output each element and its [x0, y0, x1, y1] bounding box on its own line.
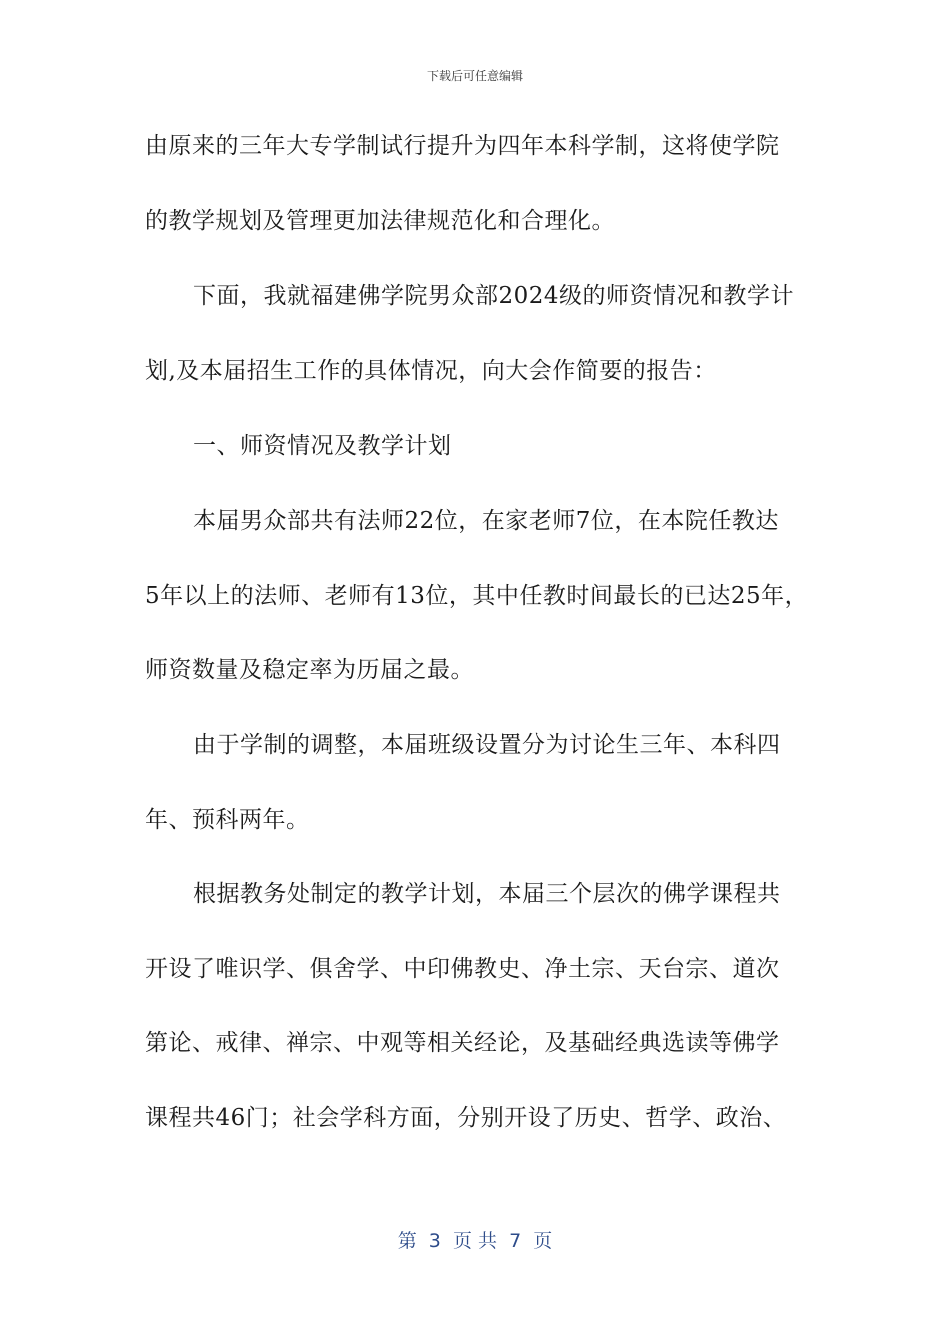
paragraph-line: 的教学规划及管理更加法律规范化和合理化。: [145, 208, 615, 234]
paragraph-line: 由原来的三年大专学制试行提升为四年本科学制，这将使学院: [145, 133, 780, 159]
header-note: 下载后可任意编辑: [426, 69, 523, 83]
page-indicator: 第 3 页 共 7 页: [397, 1230, 553, 1252]
paragraph-line: 开设了唯识学、俱舍学、中印佛教史、净土宗、天台宗、道次: [145, 956, 780, 982]
paragraph-line: 师资数量及稳定率为历届之最。: [145, 657, 474, 683]
paragraph-line: 本届男众部共有法师22位，在家老师7位，在本院任教达: [193, 508, 779, 534]
section-heading: 一、师资情况及教学计划: [193, 433, 452, 459]
paragraph-line: 根据教务处制定的教学计划，本届三个层次的佛学课程共: [193, 881, 781, 907]
paragraph-line: 年、预科两年。: [145, 807, 310, 833]
paragraph-line: 第论、戒律、禅宗、中观等相关经论，及基础经典选读等佛学: [145, 1030, 780, 1056]
paragraph-line: 划,及本届招生工作的具体情况，向大会作简要的报告：: [145, 358, 717, 384]
paragraph-line: 课程共46门；社会学科方面，分别开设了历史、哲学、政治、: [145, 1105, 787, 1131]
paragraph-line: 5年以上的法师、老师有13位，其中任教时间最长的已达25年，: [145, 583, 809, 609]
paragraph-line: 下面，我就福建佛学院男众部2024级的师资情况和教学计: [193, 283, 795, 309]
paragraph-line: 由于学制的调整，本届班级设置分为讨论生三年、本科四: [193, 732, 781, 758]
